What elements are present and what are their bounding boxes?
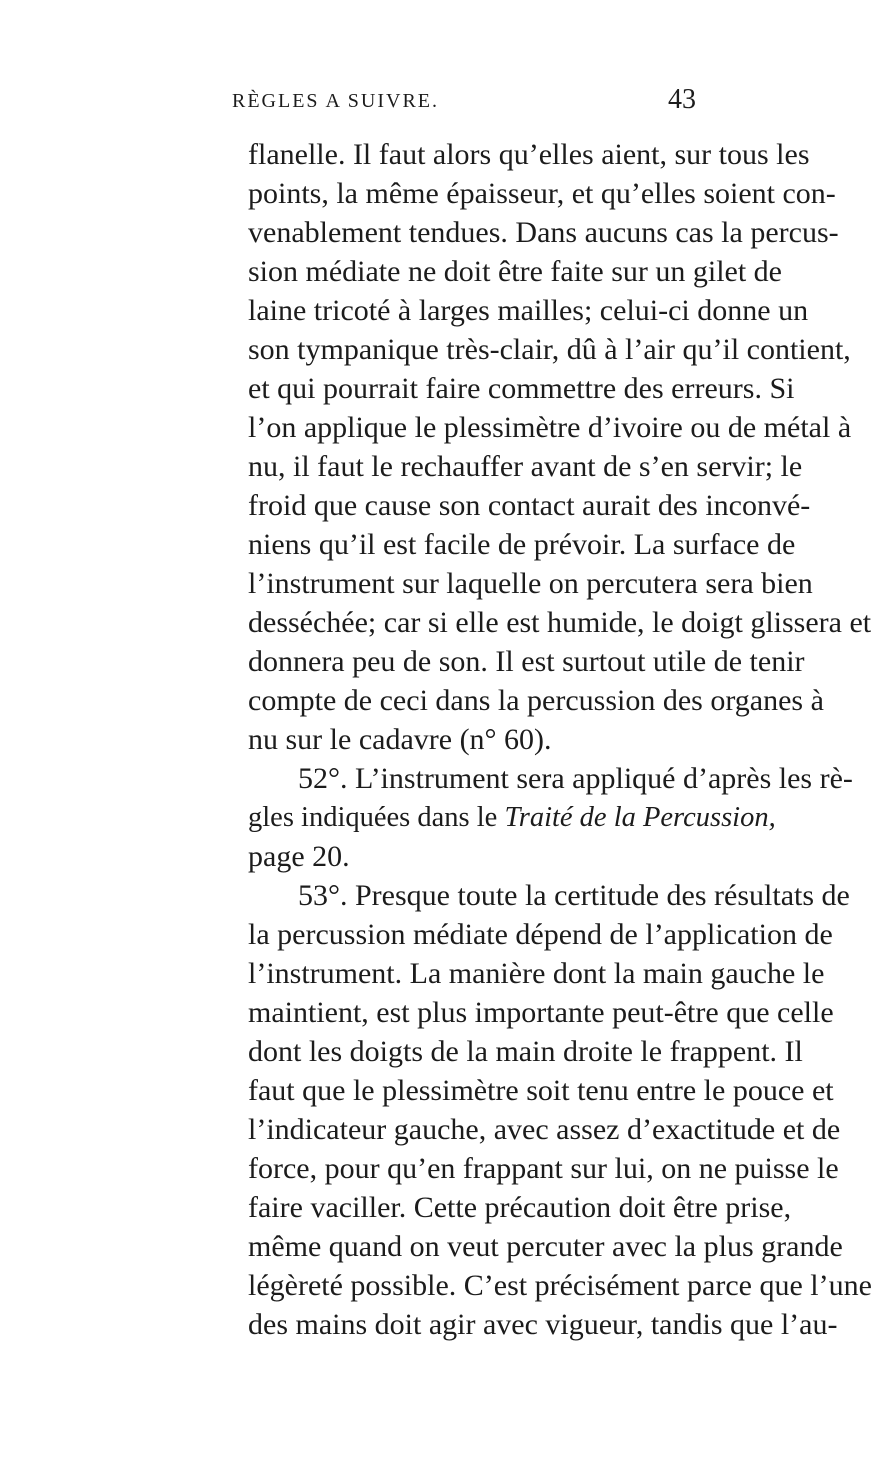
text-line: desséchée; car si elle est humide, le doigt glissera et — [248, 606, 872, 639]
text-line: et qui pourrait faire commettre des erreurs. Si — [248, 372, 795, 405]
text-line: des mains doit agir avec vigueur, tandis que l’au- — [248, 1308, 838, 1341]
text-line: dont les doigts de la main droite le frappent. Il — [248, 1035, 803, 1068]
text-line: sion médiate ne doit être faite sur un gilet de — [248, 255, 782, 288]
text-line: la percussion médiate dépend de l’application de — [248, 918, 833, 951]
text-line: l’instrument. La manière dont la main gauche le — [248, 957, 825, 990]
text-fragment: gles indiquées dans le — [248, 802, 498, 833]
paragraph-52-start: 52°. L’instrument sera appliqué d’après les rè- — [298, 762, 853, 795]
text-line: flanelle. Il faut alors qu’elles aient, sur tous les — [248, 138, 810, 171]
text-line: niens qu’il est facile de prévoir. La surface de — [248, 528, 796, 561]
text-line: nu sur le cadavre (n° 60). — [248, 723, 552, 756]
text-line: maintient, est plus importante peut-être que celle — [248, 996, 834, 1029]
text-line: venablement tendues. Dans aucuns cas la percus- — [248, 216, 839, 249]
text-line: page 20. — [248, 840, 350, 873]
text-line: l’indicateur gauche, avec assez d’exactitude et de — [248, 1113, 841, 1146]
text-line: l’instrument sur laquelle on percutera sera bien — [248, 567, 813, 600]
text-line: l’on applique le plessimètre d’ivoire ou de métal à — [248, 411, 852, 444]
text-line: laine tricoté à larges mailles; celui-ci donne un — [248, 294, 809, 327]
text-line: nu, il faut le rechauffer avant de s’en servir; le — [248, 450, 803, 483]
text-line: force, pour qu’en frappant sur lui, on ne puisse le — [248, 1152, 839, 1185]
text-line: compte de ceci dans la percussion des organes à — [248, 684, 824, 717]
paragraph-53-start: 53°. Presque toute la certitude des résultats de — [298, 879, 850, 912]
text-line: son tympanique très-clair, dû à l’air qu’il contient, — [248, 333, 851, 366]
text-line: faut que le plessimètre soit tenu entre le pouce et — [248, 1074, 834, 1107]
text-line: légèreté possible. C’est précisément parce que l’une — [248, 1269, 872, 1302]
running-title: RÈGLES A SUIVRE. — [232, 90, 440, 112]
text-line: même quand on veut percuter avec la plus grande — [248, 1230, 843, 1263]
text-line: froid que cause son contact aurait des inconvé- — [248, 489, 811, 522]
text-line: donnera peu de son. Il est surtout utile de tenir — [248, 645, 805, 678]
text-line: faire vaciller. Cette précaution doit être prise, — [248, 1191, 792, 1224]
text-line-with-title — [248, 798, 776, 838]
book-title-italic: Traité de la Percussion, — [504, 802, 776, 833]
page-number: 43 — [668, 84, 696, 115]
text-line: points, la même épaisseur, et qu’elles soient con- — [248, 177, 836, 210]
